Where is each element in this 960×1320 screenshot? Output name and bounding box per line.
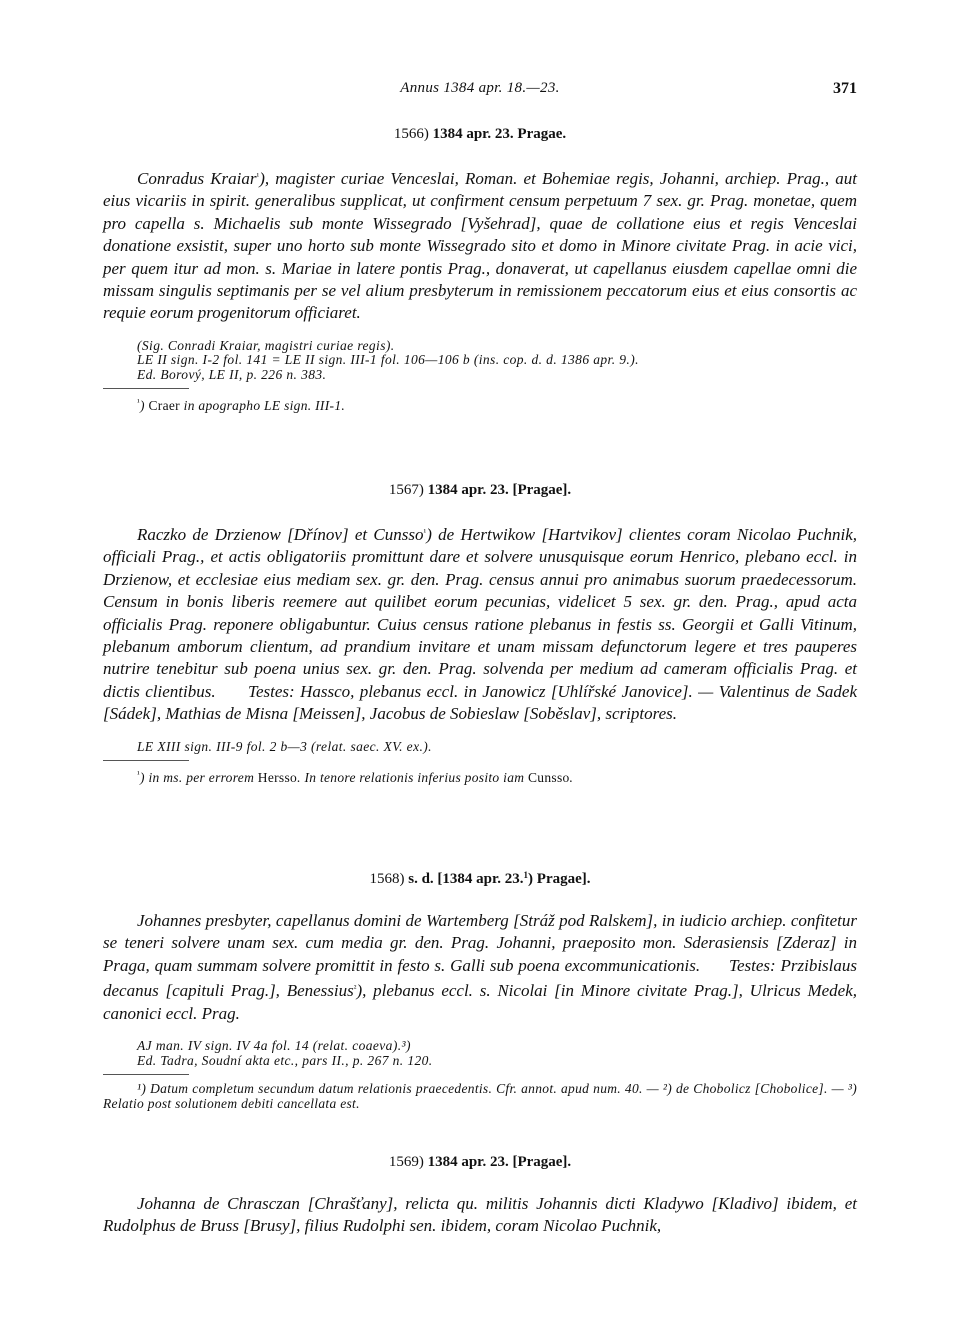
footnote-mark: ¹ (137, 397, 140, 408)
text-segment: ), plebanus eccl. s. Nicolai [in Minore civitate Prag.], Ulricus Medek, canonici eccl. Prag. (103, 981, 862, 1023)
entry-number: 1566) (393, 126, 429, 142)
footnote-italic: in apographo LE sign. III-1. (179, 398, 346, 414)
entry-1568 (103, 870, 862, 1112)
entry-1569 (103, 1154, 857, 1238)
entry-1567 (103, 482, 862, 786)
entry-text: Johanna de Chrasczan [Chrašťany], relicta qu. militis Johannis dicti Kladywo [Kladivo] ibidem, et Rudolphus de Bruss [Brusy], filius Rudolphi sen. ibidem, coram Nicolao Puchnik, (103, 1194, 857, 1236)
footnote-rule (103, 760, 189, 761)
apparatus-line: AJ man. IV sign. IV 4a fol. 14 (relat. coaeva).³) (137, 1038, 411, 1054)
footnote-mark: ¹ (423, 527, 427, 537)
footnote-mark: ¹ (256, 171, 260, 181)
footnote-rule (103, 388, 189, 389)
running-head-title: Annus 1384 apr. 18.—23. (400, 80, 560, 96)
entry-heading (103, 126, 857, 143)
entry-heading (103, 482, 857, 499)
footnote-rule (103, 1074, 189, 1075)
apparatus-line: Ed. Tadra, Soudní akta etc., pars II., p. 267 n. 120. (137, 1052, 433, 1068)
apparatus-line: (Sig. Conradi Kraiar, magistri curiae regis). (137, 337, 395, 353)
apparatus (137, 1039, 857, 1068)
apparatus-line: LE II sign. I-2 fol. 141 = LE II sign. III-1 fol. 106—106 b (ins. cop. d. d. 1386 apr. 9.). (137, 352, 639, 368)
footnote: $^{^1}$) in ms. per errorem Hersso. In tenore relationis inferius posito iam Cunsso. (137, 769, 574, 786)
text-segment: Raczko de Drzienow [Dřínov] et Cunsso (137, 525, 424, 544)
footnote-mark: 1 (523, 870, 529, 880)
entry-number: 1567) (388, 482, 424, 498)
page-number: 371 (833, 80, 857, 97)
footnote-mark: ¹ (137, 769, 140, 780)
footnote-roman: Craer (148, 398, 180, 414)
text-segment: ) de Hertwikow [Hartvikov] clientes coram Nicolao Puchnik, officiali Prag., et actis obligatoriis promittunt dare et solvere unusquisque eorum Henrico, plebano eccl. in Drzienow, et ecclesiae eius mediam sex. gr. den. Prag. census annui pro animabus suorum praedecessorum. Censum in bonis liberis reemere aut quilibet eorum pecunias, videlicet 5 sex. gr. den. Prag., apud acta officialis Prag. reponere obligabuntur. Cuius census ratione plebanus in festis ss. Georgii et Galli Vitinum, plebanum amborum clientum, ad prandium invitare et unam missam defunctorum legere et tres pauperes nutrire tenebitur sub poena unius sex. gr. den. Prag. solvenda per medium ad cameram officialis Prag. et dictis clientibus. Testes: Hassco, plebanus eccl. in Janowicz [Uhlířské Janovice]. — Valentinus de Sadek [Sádek], Mathias de Misna [Meissen], Jacobus de Sobieslaw [Soběslav], scriptores. (103, 525, 862, 724)
entry-number: 1568) (369, 871, 405, 887)
entry-date-place (408, 871, 590, 887)
apparatus (137, 339, 857, 383)
heading-part: s. d. [1384 apr. 23. (408, 871, 524, 887)
entry-date-place: 1384 apr. 23. [Pragae]. (427, 482, 572, 498)
entry-heading (103, 1154, 857, 1171)
entry-1566 (103, 126, 857, 413)
footnote: $^{^1}$) Craer in apographo LE sign. III-1. (137, 397, 346, 414)
text-segment: Conradus Kraiar (137, 169, 257, 188)
footnote-italic: . (569, 770, 574, 786)
entry-date-place: 1384 apr. 23. Pragae. (432, 126, 567, 142)
footnote-italic: . In tenore relationis inferius posito iam (297, 770, 528, 786)
footnote-roman: Cunsso (527, 770, 570, 786)
entry-text (103, 910, 862, 1025)
footnote-roman: Hersso (257, 770, 298, 786)
apparatus (137, 740, 857, 755)
text-segment: ), magister curiae Venceslai, Roman. et Bohemiae regis, Johanni, archiep. Prag., aut eius vicariis in spirit. generalibus supplicat, ut confirment censum perpetuum 7 sex. gr. Prag. monetae, quem pro capella s. Michaelis sub monte Wissegrado [Vyšehrad], quae de collatione eius et regis Venceslai donatione exsistit, super uno horto sub monte Wissegrado sito et domo in Minore civitate Prag. in acie vici, per quem itur ad mon. s. Mariae in latere pontis Prag., donaverat, ut capellanus eiusdem capellae omni die missam singulis septimanis per se vel alium presbyterum in remissionem peccatorum eius et eius consortis ac requie eorum progenitorum officiaret. (103, 169, 857, 323)
running-head (103, 80, 857, 102)
apparatus-line: Ed. Borový, LE II, p. 226 n. 383. (137, 366, 327, 382)
footnote-italic: in ms. per errorem (144, 770, 258, 786)
entry-heading (103, 870, 857, 888)
footnote: ¹) Datum completum secundum datum relationis praecedentis. Cfr. annot. apud num. 40. — ²) de Chobolicz [Chobolice]. — ³) Relatio post solutionem debiti cancellata est. (103, 1081, 857, 1112)
text-segment: Johannes presbyter, capellanus domini de Wartemberg [Stráž pod Ralskem], in iudicio archiep. confitetur se teneri solvere unam sex. cum media gr. den. Prag. Johanni, praeposito mon. Sderasiensis [Zderaz] in Praga, quam summam solvere promittit in festo s. Galli sub poena excommunicationis. Testes: Przibislaus decanus [capituli Prag.], Benessius (103, 911, 862, 1001)
entry-text (103, 521, 862, 726)
entry-number: 1569) (388, 1154, 424, 1170)
entry-text (103, 165, 857, 325)
heading-part: ) Pragae]. (528, 871, 591, 887)
footnote-mark: ² (353, 983, 357, 994)
entry-date-place: 1384 apr. 23. [Pragae]. (427, 1154, 572, 1170)
apparatus-line: LE XIII sign. III-9 fol. 2 b—3 (relat. saec. XV. ex.). (137, 738, 432, 754)
